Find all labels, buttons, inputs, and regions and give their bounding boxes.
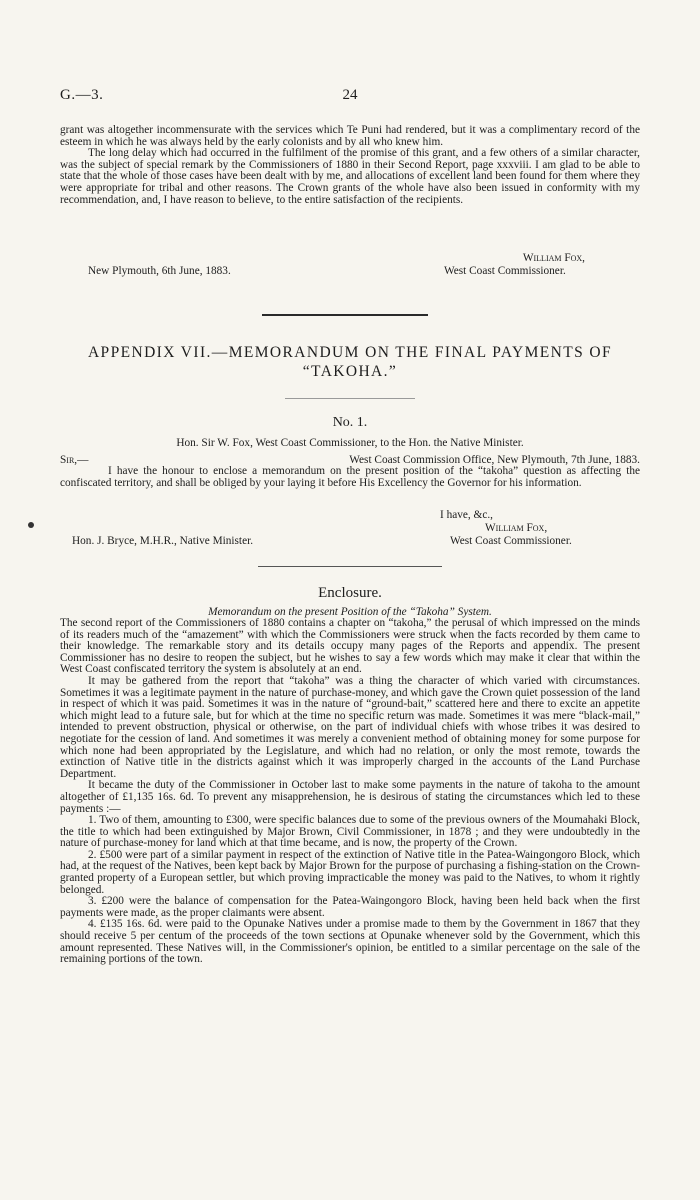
enclosure-body <box>60 618 640 966</box>
letter-body: I have the honour to enclose a memorandum on the present position of the “takoha” question as affecting the confiscated territory, and shall be obliged by your laying it before His Excellency the Governor for his information. <box>60 465 640 489</box>
title-underline <box>285 398 415 399</box>
document-reference: G.—3. <box>60 87 104 103</box>
letter-address-line: Hon. Sir W. Fox, West Coast Commissioner, to the Hon. the Native Minister. <box>176 437 524 449</box>
section-divider <box>262 314 428 316</box>
letter-signer-title: West Coast Commissioner. <box>450 535 572 547</box>
enclosure-subheading: Memorandum on the present Position of the “Takoha” System. <box>208 606 492 618</box>
continuation-paragraph-1: grant was altogether incommensurate with the services which Te Puni had rendered, but it was a complimentary record of the esteem in which he was always held by the early colonists and by all who knew him. <box>60 124 640 148</box>
enclosure-paragraph-2: It may be gathered from the report that “takoha” was a thing the character of which varied with circumstances. Sometimes it was a legitimate payment in the nature of purchase-money, and which gave the Crown quiet possession of the land in respect of which it was paid. Sometimes it was in the nature of “ground-bait,” scattered here and there to excite an appetite which might lead to a future sale, but for which at the time no specific return was made. Sometimes it was mere “black-mail,” intended to prevent obstruction, physical or otherwise, on the part of individual chiefs with whose tribes it was desired to negotiate for the cession of land. And sometimes it was merely a convenient method of obtaining money for some purpose for which none had been appropriated by the Legislature, and which had no relation, or only the most remote, towards the extinction of Native title in the districts against which it was improperly charged in the accounts of the Land Purchase Department. <box>60 674 640 780</box>
appendix-title: APPENDIX VII.—MEMORANDUM ON THE FINAL PAYMENTS OF “TAKOHA.” <box>87 344 613 380</box>
letter-closing: I have, &c., <box>440 509 494 521</box>
continuation-text <box>60 125 640 206</box>
enclosure-item-3: 3. £200 were the balance of compensation for the Patea-Waingongoro Block, having been held back when the first payments were made, as the proper claimants were absent. <box>60 895 640 919</box>
letter-office-date: West Coast Commission Office, New Plymouth, 7th June, 1883. <box>349 454 640 466</box>
letter-number: No. 1. <box>332 415 368 430</box>
margin-ink-dot <box>28 522 34 528</box>
continuation-paragraph-2: The long delay which had occurred in the fulfilment of the promise of this grant, and a few others of a similar character, was the subject of special remark by the Commissioners of 1880 in their Second Report, page xxxviii. I am glad to be able to state that the whole of those cases have been dealt with by me, and allocations of excellent land been found for them where they were appropriate for tribal and other reasons. The Crown grants of the whole have also been issued in conformity with my recommendation, and, I have reason to believe, to the entire satisfaction of the recipients. <box>60 147 640 206</box>
signature-title-1: West Coast Commissioner. <box>444 265 566 277</box>
signature-place-date-1: New Plymouth, 6th June, 1883. <box>88 265 231 277</box>
signature-name-1: William Fox, <box>522 252 585 264</box>
letter-salutation: Sir,— <box>60 454 89 466</box>
enclosure-item-4: 4. £135 16s. 6d. were paid to the Opunake Natives under a promise made to them by the Government in 1867 that they should receive 5 per centum of the proceeds of the town sections at Opunake whenever sold by the Government, which this amount represented. These Natives will, in the Commissioner's opinion, be entitled to a similar percentage on the sale of the remaining portions of the town. <box>60 918 640 966</box>
letter-recipient: Hon. J. Bryce, M.H.R., Native Minister. <box>72 535 254 547</box>
enclosure-paragraph-1: The second report of the Commissioners of 1880 contains a chapter on “takoha,” the perusal of which impressed on the minds of its readers much of the “amazement” with which the Commissioners were struck when the facts recorded by them came to their knowledge. The remarkable story and its details occupy many pages of the Reports and appendix. The present Commissioner has no desire to reopen the subject, but he wishes to say a few words which may make it clear that within the West Coast confiscated territory the system is absolutely at an end. <box>60 617 640 676</box>
enclosure-heading: Enclosure. <box>318 585 382 601</box>
enclosure-item-2: 2. £500 were part of a similar payment in respect of the extinction of Native title in the Patea-Waingongoro Block, which had, at the request of the Natives, been kept back by Major Brown for the purpose of purchasing a fishing-station on the Crown-granted property of a European settler, but which proving impracticable the money was paid to the Natives, to whom it rightly belonged. <box>60 848 640 896</box>
enclosure-item-1: 1. Two of them, amounting to £300, were specific balances due to some of the previous owners of the Moumahaki Block, the title to which had been extinguished by Major Brown, Civil Commissioner, in 1878 ; and they were undoubtedly in the nature of purchase-money for land which at that time became, and is now, the property of the Crown. <box>60 814 640 850</box>
enclosure-paragraph-3: It became the duty of the Commissioner in October last to make some payments in the nature of takoha to the amount altogether of £1,135 16s. 6d. To prevent any misapprehension, he is desirous of stating the circumstances which led to these payments :— <box>60 779 640 815</box>
letter-signer: William Fox, <box>485 522 548 534</box>
page-number: 24 <box>342 87 358 103</box>
enclosure-divider <box>258 566 442 567</box>
